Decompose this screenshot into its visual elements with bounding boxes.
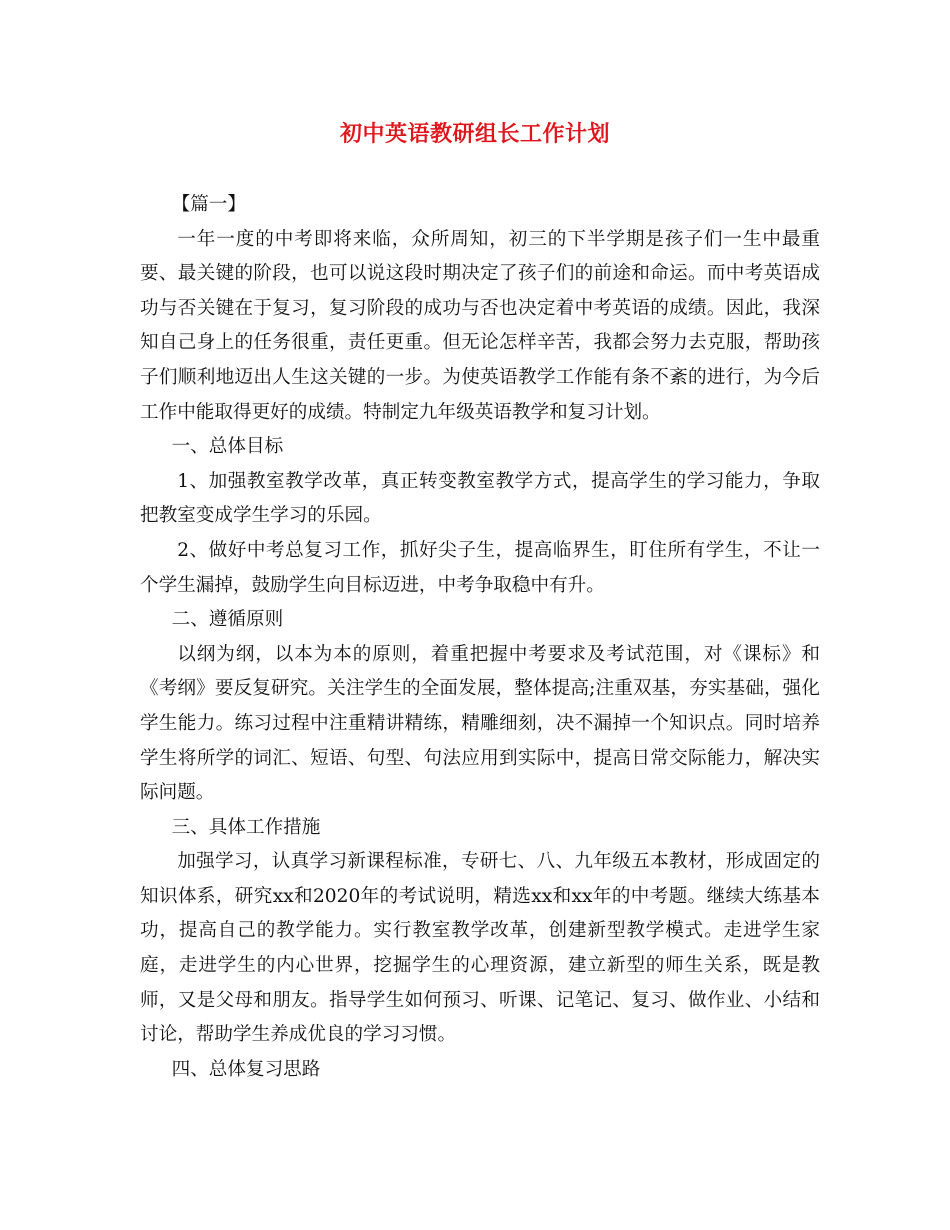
document-body [140, 188, 820, 1087]
heading-review-approach: 四、总体复习思路 [171, 1058, 321, 1080]
section-label: 【篇一】 [171, 194, 246, 215]
principles-paragraph: 以纲为纲，以本为本的原则，着重把握中考要求及考试范围，对《课标》和《考纲》要反复研究。关注学生的全面发展，整体提高;注重双基，夯实基础，强化学生能力。练习过程中注重精讲精练，精雕细刻，决不漏掉一个知识点。同时培养学生将所学的词汇、短语、句型、句法应用到实际中，提高日常交际能力，解决实际问题。 [140, 643, 820, 804]
intro-paragraph: 一年一度的中考即将来临，众所周知，初三的下半学期是孩子们一生中最重要、最关键的阶段，也可以说这段时期决定了孩子们的前途和命运。而中考英语成功与否关键在于复习，复习阶段的成功与否也决定着中考英语的成绩。因此，我深知自己身上的任务很重，责任更重。但无论怎样辛苦，我都会努力去克服，帮助孩子们顺利地迈出人生这关键的一步。为使英语教学工作能有条不紊的进行，为今后工作中能取得更好的成绩。特制定九年级英语教学和复习计划。 [140, 228, 820, 423]
goal-item-1: 1、加强教室教学改革，真正转变教室教学方式，提高学生的学习能力，争取把教室变成学生学习的乐园。 [140, 470, 820, 527]
heading-overall-goals: 一、总体目标 [171, 436, 284, 458]
goal-item-2: 2、做好中考总复习工作，抓好尖子生，提高临界生，盯住所有学生，不让一个学生漏掉，鼓励学生向目标迈进，中考争取稳中有升。 [140, 539, 820, 596]
measures-paragraph: 加强学习，认真学习新课程标准，专研七、八、九年级五本教材，形成固定的知识体系，研究xx和2020年的考试说明，精选xx和xx年的中考题。继续大练基本功，提高自己的教学能力。实行教室教学改革，创建新型教学模式。走进学生家庭，走进学生的内心世界，挖掘学生的心理资源，建立新型的师生关系，既是教师，又是父母和朋友。指导学生如何预习、听课、记笔记、复习、做作业、小结和讨论，帮助学生养成优良的学习习惯。 [140, 851, 820, 1046]
document-title: 初中英语教研组长工作计划 [339, 121, 610, 147]
heading-principles: 二、遵循原则 [171, 609, 284, 631]
heading-measures: 三、具体工作措施 [171, 816, 321, 838]
